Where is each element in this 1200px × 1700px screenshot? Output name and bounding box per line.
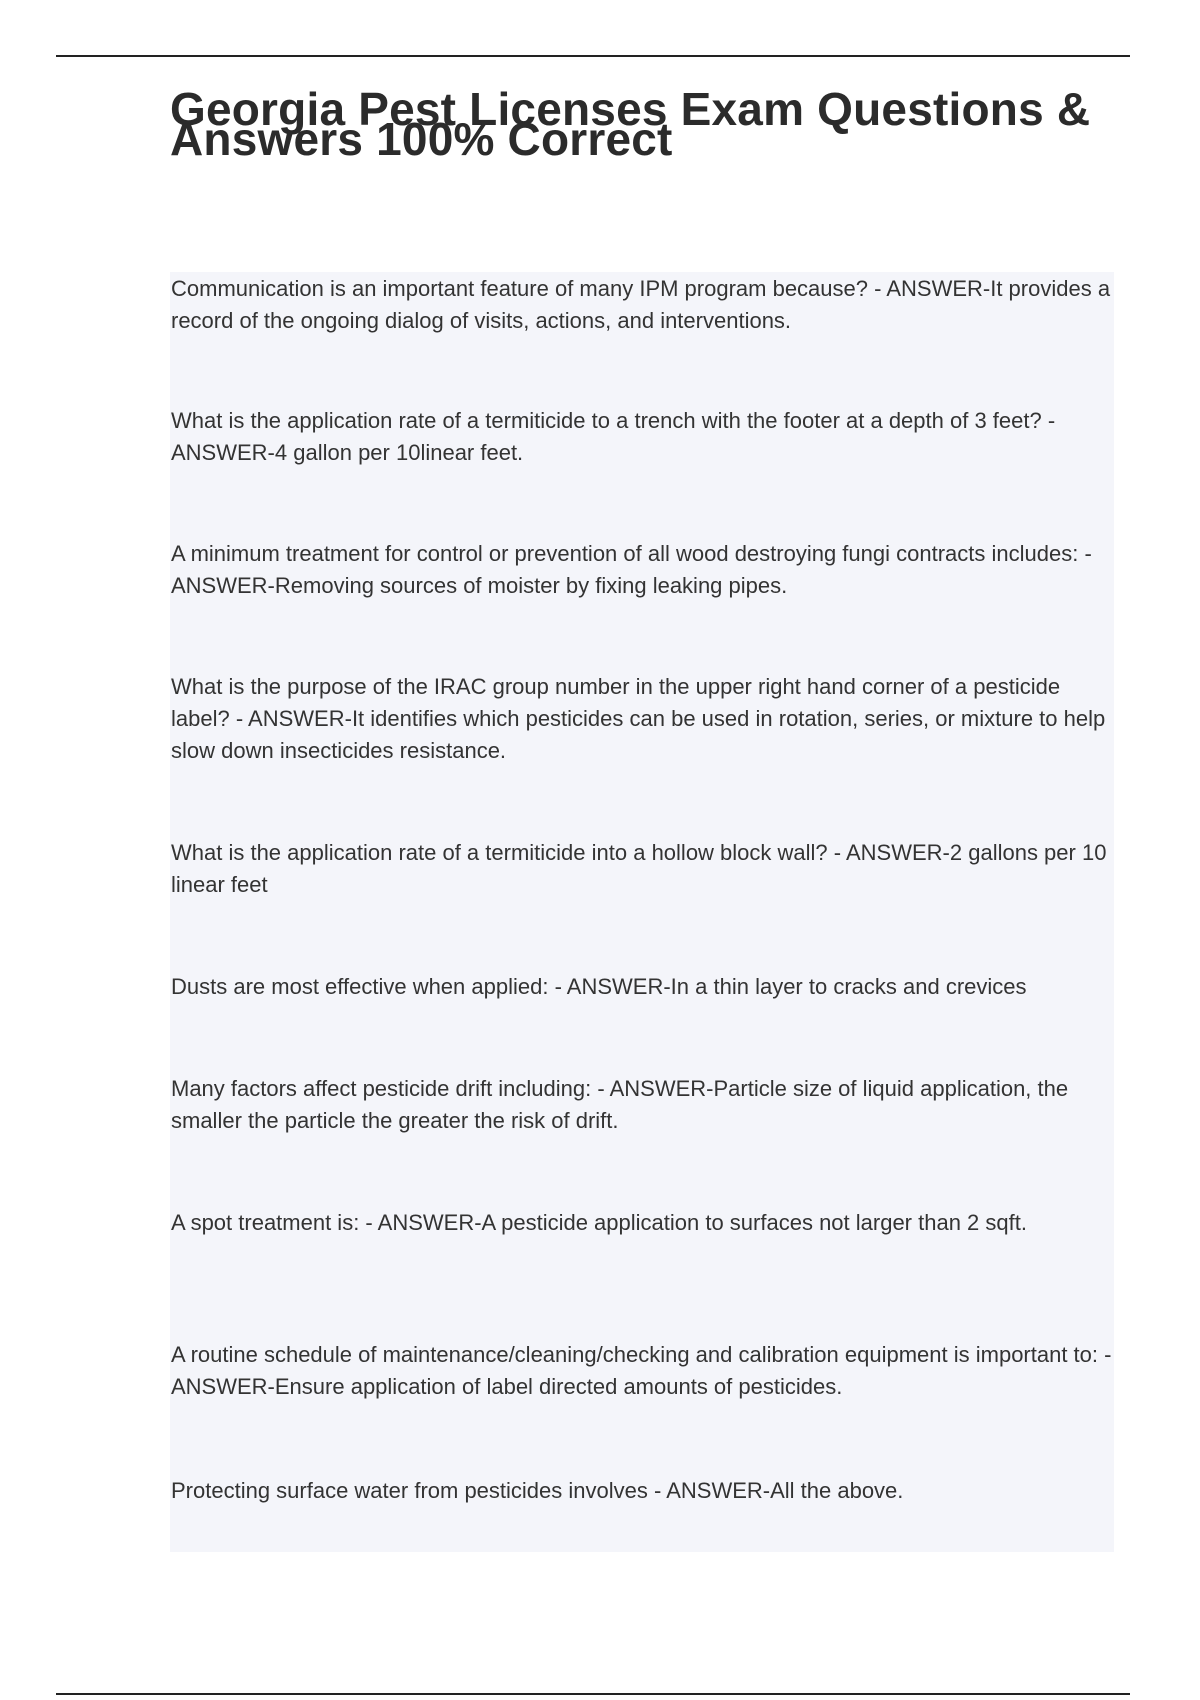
qa-item: A minimum treatment for control or prevention of all wood destroying fungi contracts includes: - ANSWER-Removing sources of moister by fixing leaking pipes.	[171, 541, 1092, 598]
qa-item: Many factors affect pesticide drift including: - ANSWER-Particle size of liquid application, the smaller the particle the greater the risk of drift.	[171, 1076, 1069, 1133]
qa-item: A spot treatment is: - ANSWER-A pesticide application to surfaces not larger than 2 sqft.	[171, 1210, 1027, 1235]
qa-item: A routine schedule of maintenance/cleaning/checking and calibration equipment is important to: - ANSWER-Ensure application of label directed amounts of pesticides.	[171, 1342, 1112, 1399]
qa-item: What is the purpose of the IRAC group number in the upper right hand corner of a pesticide label? - ANSWER-It identifies which pesticides can be used in rotation, series, or mixture to help slow down insecticides resistance.	[171, 674, 1106, 763]
document-title: Georgia Pest Licenses Exam Questions & Answers 100% Correct	[170, 83, 1091, 165]
qa-item: Protecting surface water from pesticides involves - ANSWER-All the above.	[171, 1478, 904, 1503]
qa-item: Communication is an important feature of many IPM program because? - ANSWER-It provides a record of the ongoing dialog of visits, actions, and interventions.	[171, 276, 1111, 333]
qa-item: What is the application rate of a termiticide to a trench with the footer at a depth of 3 feet? - ANSWER-4 gallon per 10linear feet.	[171, 408, 1056, 465]
qa-item: Dusts are most effective when applied: - ANSWER-In a thin layer to cracks and crevices	[171, 974, 1027, 999]
qa-item: What is the application rate of a termiticide into a hollow block wall? - ANSWER-2 gallons per 10 linear feet	[171, 840, 1107, 897]
top-divider	[56, 55, 1130, 57]
bottom-divider	[56, 1693, 1130, 1695]
